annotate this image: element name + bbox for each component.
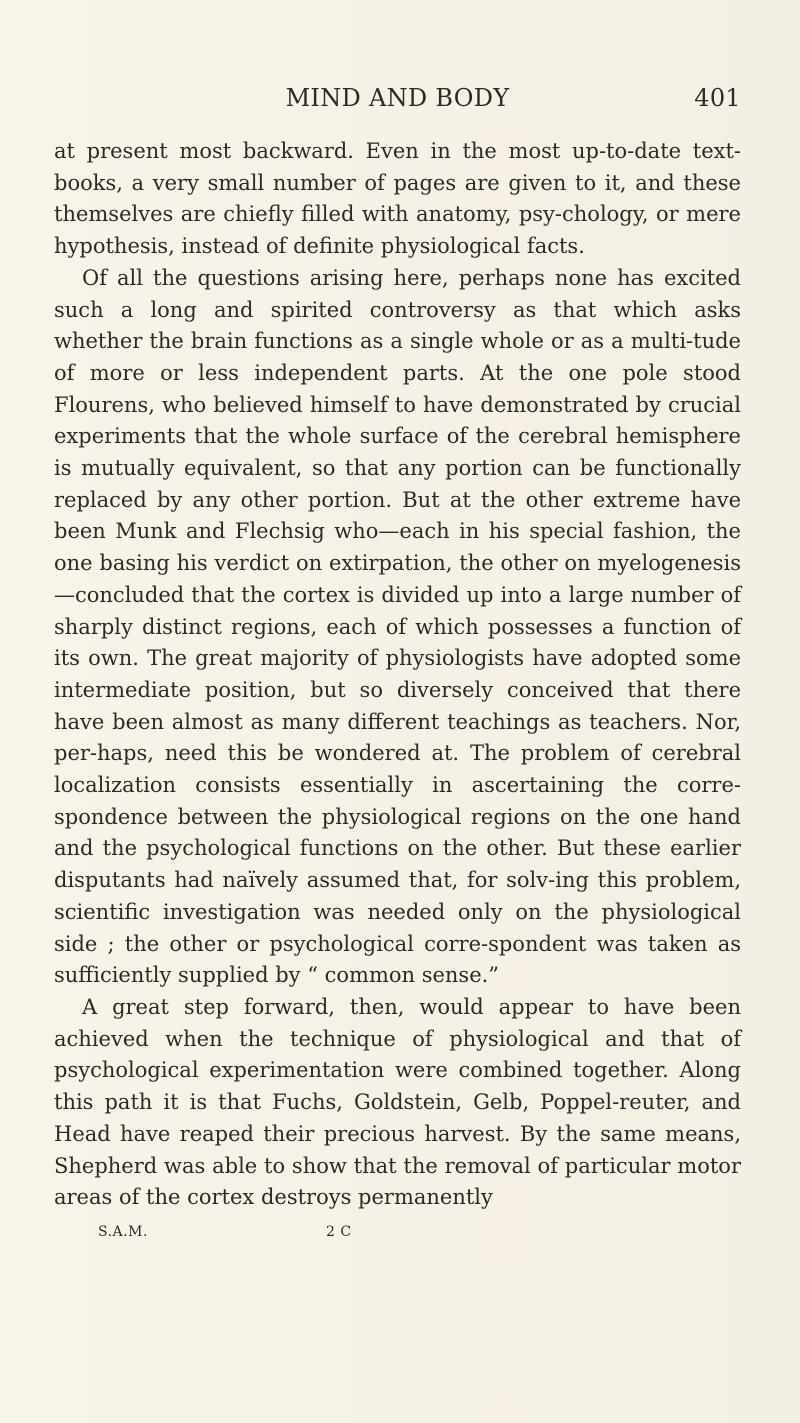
running-head (54, 84, 741, 120)
body-text (54, 136, 741, 1214)
page-number: 401 (694, 84, 741, 112)
paragraph-continuation: at present most backward. Even in the most up-to-date text-books, a very small number of pages are given to it, and these themselves are chiefly filled with anatomy, psy-chology, or mere hypothesis, instead of definite physiological facts. (54, 139, 741, 259)
gathering-mark: 2 C (326, 1224, 352, 1240)
signature-mark: S.A.M. (98, 1224, 148, 1240)
paragraph-experimentation: A great step forward, then, would appear to have been achieved when the technique of physiological and that of psychological experimentation were combined together. Along this path it is that Fuchs, Goldstein, Gelb, Poppel-reuter, and Head have reaped their precious harvest. By the same means, Shepherd was able to show that the removal of particular motor areas of the cortex destroys permanently (54, 994, 741, 1210)
page-footer (98, 1224, 518, 1248)
paragraph-controversy: Of all the questions arising here, perhaps none has excited such a long and spirited controversy as that which asks whether the brain functions as a single whole or as a multi-tude of more or less independent parts. At the one pole stood Flourens, who believed himself to have demonstrated by crucial experiments that the whole surface of the cerebral hemisphere is mutually equivalent, so that any portion can be functionally replaced by any other portion. But at the other extreme have been Munk and Flechsig who—each in his special fashion, the one basing his verdict on extirpation, the other on myelogenesis—concluded that the cortex is divided up into a large number of sharply distinct regions, each of which possesses a function of its own. The great majority of physiologists have adopted some intermediate position, but so diversely conceived that there have been almost as many different teachings as teachers. Nor, per-haps, need this be wondered at. The problem of cerebral localization consists essentially in ascertaining the corre-spondence between the physiological regions on the one hand and the psychological functions on the other. But these earlier disputants had naïvely assumed that, for solv-ing this problem, scientific investigation was needed only on the physiological side ; the other or psychological corre-spondent was taken as sufficiently supplied by “ common sense.” (54, 265, 741, 988)
running-title: MIND AND BODY (285, 84, 510, 112)
